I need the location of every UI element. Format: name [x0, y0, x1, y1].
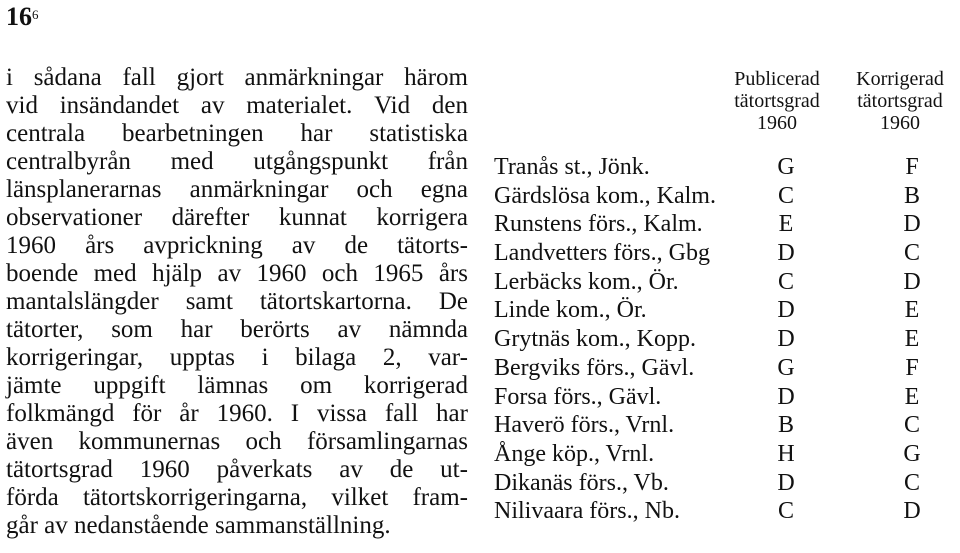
word: boende [6, 260, 79, 287]
word: och [245, 428, 282, 455]
word: statistiska [369, 120, 468, 147]
word: 2, [382, 344, 402, 371]
word: förda [6, 484, 59, 511]
word: utgångspunkt [253, 148, 389, 175]
word: års [438, 260, 468, 287]
word: 1960 [256, 260, 307, 287]
word: går [6, 512, 45, 539]
corrected-grade: C [903, 469, 920, 496]
column-header-published [718, 68, 836, 134]
text-line [6, 148, 468, 176]
word: om [300, 372, 333, 399]
place-name: Runstens förs., Kalm. [494, 211, 703, 238]
word: korrigerad [363, 372, 468, 399]
word: centrala [6, 120, 86, 147]
word: nedanstående [74, 512, 215, 539]
corrected-grade: G [903, 440, 921, 467]
table-row [494, 325, 960, 354]
header-line: tätortsgrad [734, 90, 820, 112]
table-row [494, 383, 960, 412]
word: tätortsgrad [6, 456, 113, 483]
published-grade: E [778, 211, 794, 238]
corrected-grade: F [905, 154, 919, 180]
published-grade: D [777, 297, 795, 324]
text-line [6, 232, 468, 260]
header-line: tätortsgrad [857, 90, 943, 112]
word: upptas [169, 344, 236, 371]
corrected-grade: E [904, 297, 920, 324]
word: för [132, 400, 162, 427]
word: av [200, 92, 225, 119]
word: bearbetningen [122, 120, 264, 147]
corrected-grade: B [903, 182, 920, 209]
word: Vid [374, 92, 411, 119]
place-name: Dikanäs förs., Vb. [494, 469, 669, 496]
header-line: Publicerad [734, 68, 820, 90]
word: länsplanerarnas [6, 176, 162, 203]
published-grade: D [777, 469, 795, 496]
page-number [6, 2, 39, 32]
word: samt [185, 288, 233, 315]
page-number-value: 16 [6, 2, 32, 31]
published-grade: H [777, 440, 795, 467]
word: folkmängd [6, 400, 115, 427]
word: gjort [176, 64, 224, 91]
table-row [494, 440, 960, 469]
word: och [356, 176, 393, 203]
word: sammanställning. [214, 512, 391, 539]
published-grade: C [777, 268, 794, 295]
table-row [494, 411, 960, 440]
text-line [6, 204, 468, 232]
corrected-grade: E [904, 383, 920, 410]
word: ut- [440, 456, 468, 483]
word: anmärkningar [189, 176, 329, 203]
table-row [494, 239, 960, 268]
table-row [494, 296, 960, 325]
word: härom [404, 64, 468, 91]
header-line: Korrigerad [856, 68, 944, 90]
word: av [217, 260, 242, 287]
word: de [389, 456, 414, 483]
word: I [290, 400, 300, 427]
corrected-grade: F [905, 354, 919, 381]
word: 1965 [373, 260, 424, 287]
text-line [6, 260, 468, 288]
text-line [6, 484, 468, 512]
word: vilket [331, 484, 389, 511]
table-row [494, 497, 960, 526]
word: kommunernas [78, 428, 221, 455]
word: år [179, 400, 199, 427]
word: tätorter, [6, 316, 84, 343]
place-name: Lerbäcks kom., Ör. [494, 268, 679, 295]
word: och [321, 260, 358, 287]
word: har [180, 316, 213, 343]
word: även [6, 428, 54, 455]
word: vid [6, 92, 38, 119]
text-line [6, 120, 468, 148]
word: av [337, 316, 362, 343]
word: i [6, 64, 13, 91]
word: De [438, 288, 468, 315]
word: fram- [412, 484, 468, 511]
word: 1960. [216, 400, 273, 427]
word: tätortskorrigeringarna, [82, 484, 308, 511]
word: som [111, 316, 153, 343]
place-name: Ånge köp., Vrnl. [494, 440, 655, 467]
word: i [261, 344, 269, 371]
word: församlingarnas [306, 428, 468, 455]
header-line: 1960 [757, 112, 797, 134]
word: 1960 [139, 456, 190, 483]
word: har [436, 400, 468, 427]
place-name: Bergviks förs., Gävl. [494, 354, 695, 381]
word: tätorts- [397, 232, 468, 259]
text-line [6, 456, 468, 484]
word: därefter [171, 204, 250, 231]
comparison-table [494, 153, 960, 526]
word: med [170, 148, 214, 175]
table-row [494, 153, 960, 182]
text-line [6, 288, 468, 316]
corrected-grade: D [903, 498, 921, 525]
word: uppgift [93, 372, 166, 399]
table-row [494, 354, 960, 383]
word: fall [122, 64, 156, 91]
published-grade: G [777, 354, 795, 381]
word: sådana [33, 64, 102, 91]
word: lämnas [197, 372, 269, 399]
published-grade: B [777, 412, 794, 439]
word: års [85, 232, 115, 259]
text-line [6, 344, 468, 372]
corrected-grade: E [904, 326, 920, 353]
word: de [344, 232, 369, 259]
word: materialet. [246, 92, 353, 119]
place-name: Forsa förs., Gävl. [494, 383, 662, 410]
word: var- [428, 344, 468, 371]
word: påverkats [216, 456, 313, 483]
body-paragraph [6, 64, 468, 540]
word: av [44, 512, 75, 539]
published-grade: D [777, 383, 795, 410]
table-row [494, 210, 960, 239]
word: från [427, 148, 468, 175]
word: har [300, 120, 333, 147]
word: hjälp [152, 260, 203, 287]
word: centralbyrån [6, 148, 131, 175]
place-name: Nilivaara förs., Nb. [494, 498, 680, 525]
word: vissa [316, 400, 367, 427]
word: korrigera [376, 204, 468, 231]
place-name: Haverö förs., Vrnl. [494, 412, 675, 439]
text-line [6, 428, 468, 456]
place-name: Grytnäs kom., Kopp. [494, 326, 696, 353]
text-line [6, 316, 468, 344]
word: egna [420, 176, 468, 203]
place-name: Linde kom., Ör. [494, 297, 647, 324]
text-line [6, 512, 468, 540]
published-grade: D [777, 240, 795, 267]
word: observationer [6, 204, 143, 231]
word: jämte [6, 372, 62, 399]
word: av [339, 456, 363, 483]
published-grade: G [777, 154, 795, 180]
word: nämnda [388, 316, 468, 343]
table-row [494, 182, 960, 211]
table-row [494, 268, 960, 297]
word: kunnat [278, 204, 347, 231]
word: insändandet [59, 92, 180, 119]
published-grade: C [777, 182, 794, 209]
word: 1960 [6, 232, 56, 259]
corrected-grade: D [903, 211, 921, 238]
text-line [6, 64, 468, 92]
word: avprickning [143, 232, 263, 259]
text-line [6, 92, 468, 120]
header-line: 1960 [880, 112, 920, 134]
word: tätortskartorna. [259, 288, 412, 315]
word: med [93, 260, 137, 287]
word: mantalslängder [6, 288, 159, 315]
word: berörts [240, 316, 310, 343]
word: av [291, 232, 316, 259]
place-name: Landvetters förs., Gbg [494, 240, 710, 267]
published-grade: C [777, 498, 794, 525]
corrected-grade: C [903, 240, 920, 267]
text-line [6, 400, 468, 428]
corrected-grade: D [903, 268, 921, 295]
text-line [6, 176, 468, 204]
place-name: Tranås st., Jönk. [494, 154, 650, 180]
text-line [6, 372, 468, 400]
corrected-grade: C [903, 412, 920, 439]
word: fall [384, 400, 419, 427]
place-name: Gärdslösa kom., Kalm. [494, 182, 716, 209]
word: korrigeringar, [6, 344, 144, 371]
published-grade: D [777, 326, 795, 353]
word: den [431, 92, 468, 119]
column-header-corrected [840, 68, 960, 134]
word: anmärkningar [244, 64, 384, 91]
table-row [494, 469, 960, 498]
page-number-superscript: 6 [32, 7, 39, 22]
word: bilaga [295, 344, 357, 371]
